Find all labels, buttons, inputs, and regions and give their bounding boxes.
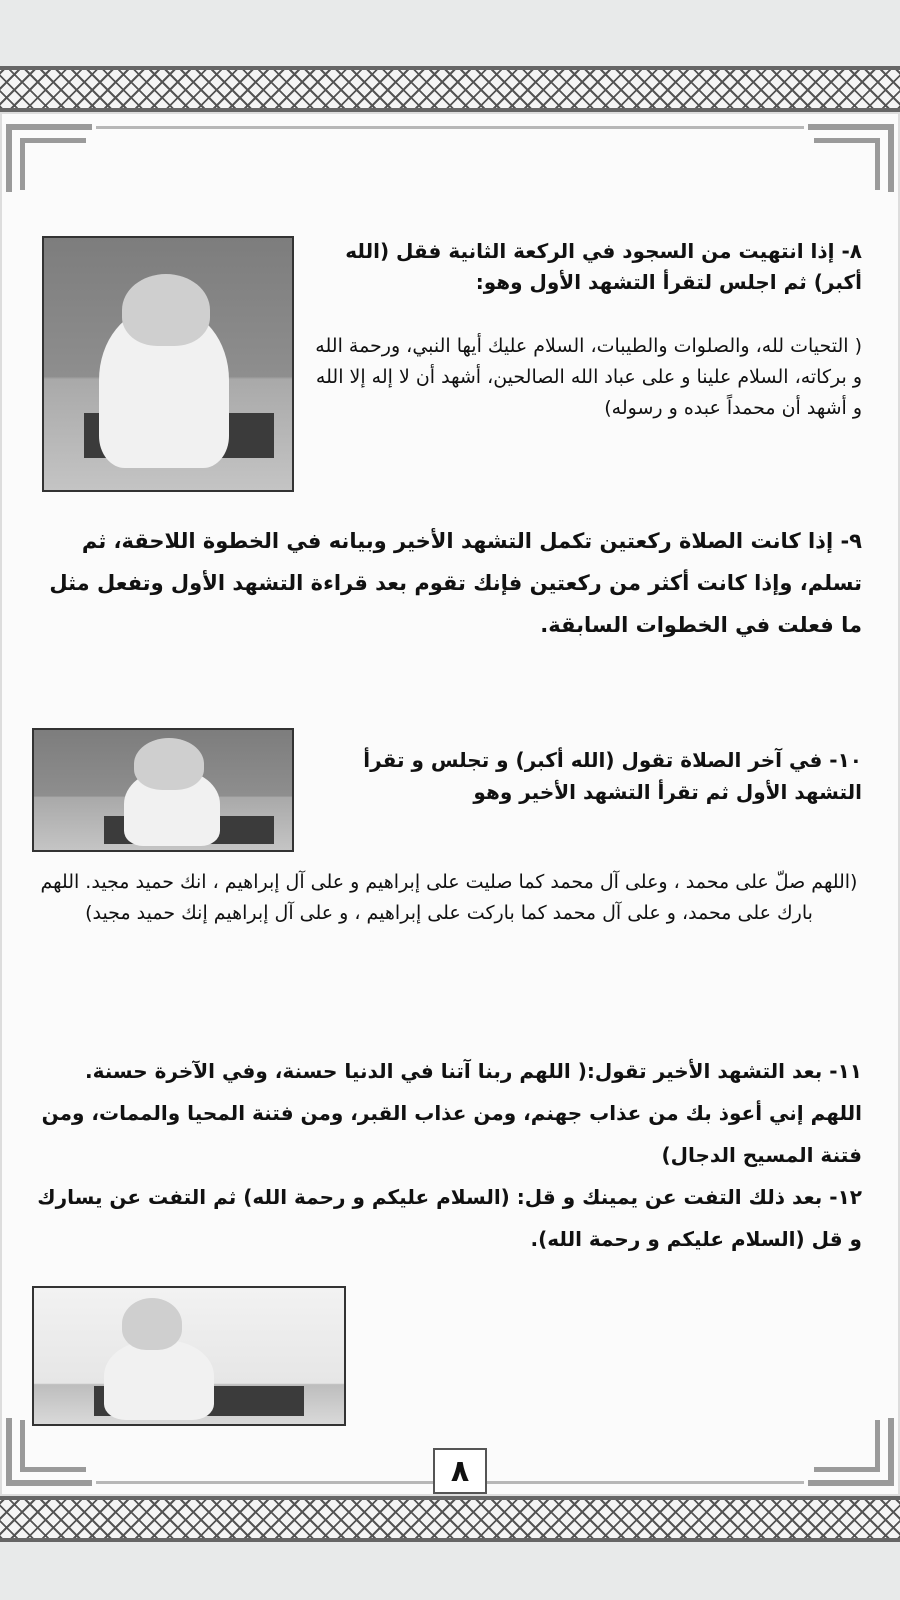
step9-text: ٩- إذا كانت الصلاة ركعتين تكمل التشهد الأخير وبيانه في الخطوة اللاحقة، ثم تسلم، وإذا كانت أكثر من ركعتين فإنك تقوم بعد قراءة التشهد الأول وتفعل مثل ما فعلت في الخطوات السابقة.	[49, 529, 862, 637]
step8-heading: ٨- إذا انتهيت من السجود في الركعة الثانية فقل (الله أكبر) ثم اجلس لتقرأ التشهد الأول وهو:	[345, 239, 862, 294]
bottom-ornament-band	[0, 1496, 900, 1542]
photo-salam	[32, 1286, 346, 1426]
corner-ornament-bottom-left	[6, 1416, 96, 1486]
top-ornament-band	[0, 66, 900, 112]
step11-text: ١١- بعد التشهد الأخير تقول:( اللهم ربنا آتنا في الدنيا حسنة، وفي الآخرة حسنة. اللهم إني أعوذ بك من عذاب جهنم، ومن عذاب القبر، ومن فتنة المحيا والممات، ومن فتنة المسيح الدجال)	[41, 1059, 862, 1167]
step10-body: (اللهم صلّ على محمد ، وعلى آل محمد كما صليت على إبراهيم و على آل إبراهيم ، انك حميد مجيد. اللهم بارك على محمد، و على آل محمد كما باركت على إبراهيم ، و على آل إبراهيم إنك حميد مجيد)	[40, 871, 858, 924]
photo-tashahhud-sitting	[42, 236, 294, 492]
photo-final-tashahhud	[32, 728, 294, 852]
frame-top-line	[96, 126, 804, 129]
step12-text: ١٢- بعد ذلك التفت عن يمينك و قل: (السلام عليكم و رحمة الله) ثم التفت عن يسارك و قل (السلام عليكم و رحمة الله).	[37, 1185, 862, 1251]
corner-ornament-top-left	[6, 124, 96, 194]
corner-ornament-top-right	[804, 124, 894, 194]
step10-heading: ١٠- في آخر الصلاة تقول (الله أكبر) و تجلس و تقرأ التشهد الأول ثم تقرأ التشهد الأخير وهو	[363, 748, 862, 804]
page-number: ٨	[433, 1448, 487, 1494]
step8-body: ( التحيات لله، والصلوات والطيبات، السلام عليك أيها النبي، ورحمة الله و بركاته، السلام علينا و على عباد الله الصالحين، أشهد أن لا إله إلا الله و أشهد أن محمداً عبده و رسوله)	[315, 335, 862, 419]
corner-ornament-bottom-right	[804, 1416, 894, 1486]
